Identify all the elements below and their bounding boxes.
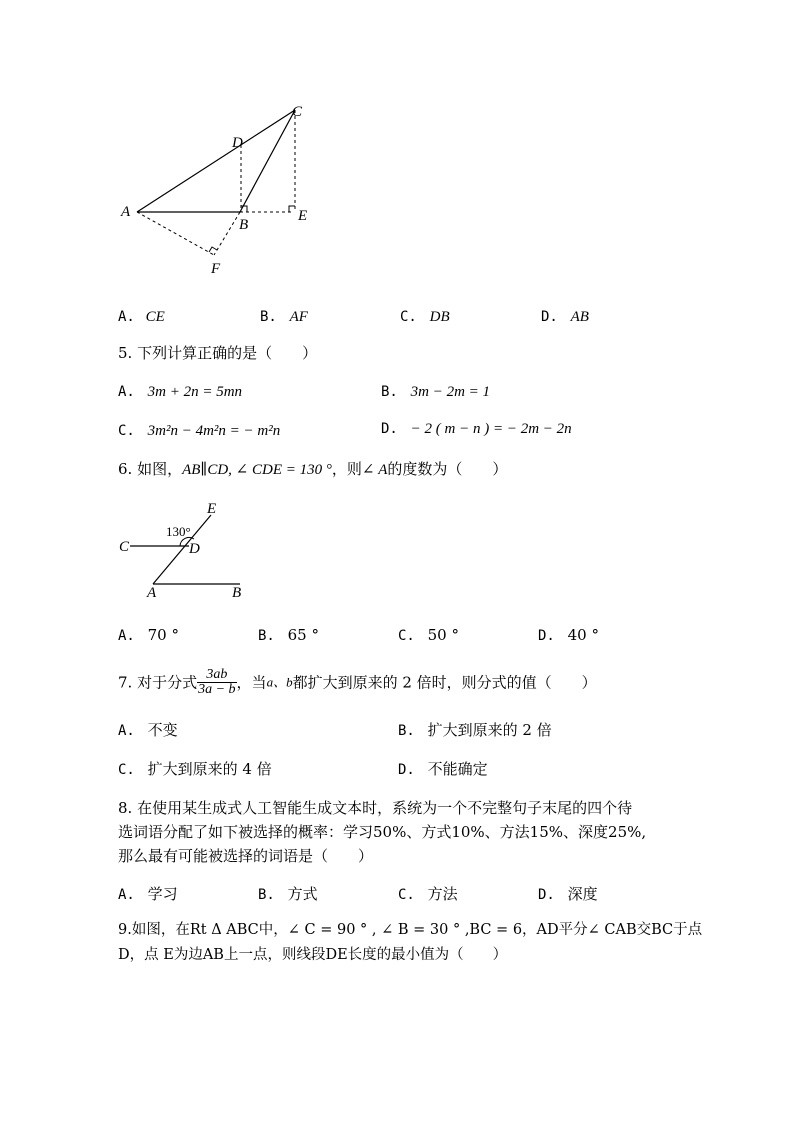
- q5-option-b: B. 3m − 2m = 1: [381, 384, 491, 400]
- q5-option-d: D. − 2 ( m − n ) = − 2m − 2n: [381, 421, 572, 437]
- q7-option-b: B. 扩大到原来的 2 倍: [398, 721, 552, 739]
- q8-option-a: A. 学习: [118, 885, 178, 903]
- q6-option-a: A. 70 °: [118, 626, 179, 644]
- q9-stem-line-1: 9.如图，在Rt Δ ABC中，∠ C = 90 ° , ∠ B = 30 ° ,BC = 6，AD平分∠ CAB交BC于点: [118, 922, 703, 938]
- point-label-a: A: [147, 585, 157, 601]
- q8-stem-line-3: 那么最有可能被选择的词语是（ ）: [118, 847, 374, 865]
- q8-option-b: B. 方式: [258, 885, 318, 903]
- figure-triangle-abc: [110, 95, 330, 280]
- point-label-e: E: [298, 208, 308, 224]
- q8-option-c: C. 方法: [398, 885, 458, 903]
- point-label-f: F: [211, 261, 221, 277]
- point-label-c: C: [119, 539, 130, 555]
- q6-stem: 6. 如图，AB∥CD, ∠ CDE = 130 °，则∠ A的度数为（ ）: [118, 460, 508, 478]
- q8-stem-line-1: 8. 在使用某生成式人工智能生成文本时，系统为一个不完整句子末尾的四个待: [118, 799, 633, 817]
- q9-stem-line-2: D，点 E为边AB上一点，则线段DE长度的最小值为（ ）: [118, 947, 508, 963]
- q4-option-c: C. DB: [400, 309, 450, 325]
- q8-stem-line-2: 选词语分配了如下被选择的概率：学习50%、方式10%、方法15%、深度25%,: [118, 823, 647, 841]
- q4-option-d: D. AB: [541, 309, 589, 325]
- point-label-d: D: [232, 135, 243, 151]
- q4-option-b: B. AF: [260, 309, 308, 325]
- fraction: $\frac{3ab}{3a - b}$: [198, 667, 236, 697]
- q7-option-a: A. 不变: [118, 721, 178, 739]
- point-label-a: A: [121, 204, 131, 220]
- q5-stem: 5. 下列计算正确的是（ ）: [118, 344, 318, 362]
- q4-option-a: A. CE: [118, 309, 165, 325]
- point-label-b: B: [232, 585, 242, 601]
- q6-option-b: B. 65 °: [258, 626, 319, 644]
- point-label-d: D: [189, 541, 200, 557]
- point-label-c: C: [292, 104, 303, 120]
- q5-option-a: A. 3m + 2n = 5mn: [118, 384, 243, 400]
- q7-option-c: C. 扩大到原来的 4 倍: [118, 760, 272, 778]
- q8-option-d: D. 深度: [538, 885, 598, 903]
- q6-option-c: C. 50 °: [398, 626, 459, 644]
- angle-label: 130°: [166, 524, 191, 539]
- q6-option-d: D. 40 °: [538, 626, 599, 644]
- q5-option-c: C. 3m²n − 4m²n = − m²n: [118, 423, 281, 439]
- q7-stem: 7. 对于分式 $\frac{3ab}{3a - b}$ ，当a、b都扩大到原来的 2 倍时，则分式的值（ ）: [118, 667, 597, 697]
- point-label-e: E: [207, 501, 217, 517]
- q7-option-d: D. 不能确定: [398, 760, 488, 778]
- figure-parallel-lines: [110, 498, 260, 603]
- point-label-b: B: [239, 217, 249, 233]
